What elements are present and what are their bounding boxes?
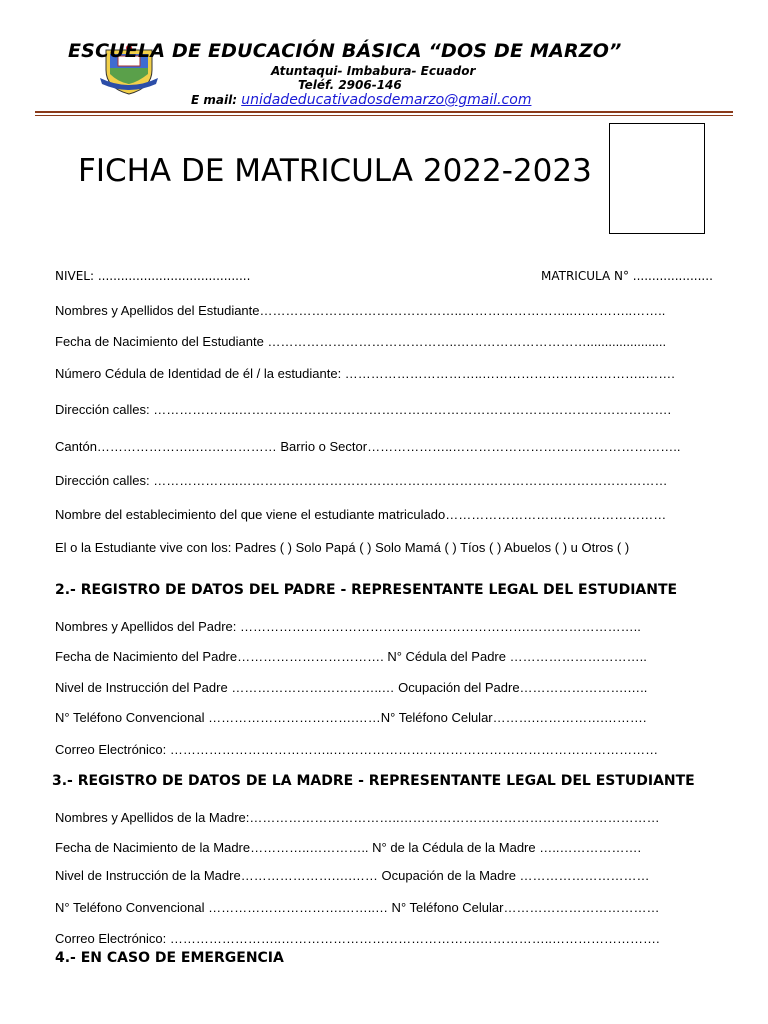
mother-name-field: Nombres y Apellidos de la Madre:……………………………..…………………………………………………… <box>55 810 660 825</box>
mother-phone-field: N° Teléfono Convencional ………………………….……..… N° Teléfono Celular……………………………… <box>55 900 660 915</box>
student-birthdate-field: Fecha de Nacimiento del Estudiante ……………………………………..…………………………...................... <box>55 334 667 349</box>
photo-box <box>609 123 705 234</box>
header-divider-thick <box>35 111 733 113</box>
matricula-field: MATRICULA N° ..................... <box>541 269 713 283</box>
father-email-field: Correo Electrónico: ………………………………..………………………………………………………………… <box>55 742 659 757</box>
mother-birthdate-field: Fecha de Nacimiento de la Madre…………..………….. N° de la Cédula de la Madre …..………………. <box>55 840 642 855</box>
header-divider-thin <box>35 115 733 116</box>
student-name-field: Nombres y Apellidos del Estudiante………………………………………..……………………..…………..…….. <box>55 303 666 318</box>
student-address-field-2: Dirección calles: ………………..……………………………………………………………………………………… <box>55 473 668 488</box>
email-link[interactable]: unidadeducativadosdemarzo@gmail.com <box>241 92 532 108</box>
emergency-section-heading: 4.- EN CASO DE EMERGENCIA <box>55 950 284 966</box>
father-name-field: Nombres y Apellidos del Padre: ………………………………………………………….…………………….. <box>55 619 641 634</box>
email-label: E mail: <box>191 93 238 107</box>
canton-field: Cantón…………………..….…………… Barrio o Sector………………..…………………………………………….. <box>55 439 681 454</box>
nivel-field: NIVEL: ........................................ <box>55 269 251 283</box>
father-birthdate-field: Fecha de Nacimiento del Padre……………………………. N° Cédula del Padre ………………………….. <box>55 649 647 664</box>
page-title: FICHA DE MATRICULA 2022-2023 <box>78 153 592 189</box>
school-address: Atuntaqui- Imbabura- Ecuador <box>271 64 476 78</box>
father-phone-field: N° Teléfono Convencional …………………………….……N° Teléfono Celular……….…………….………. <box>55 710 647 725</box>
mother-email-field: Correo Electrónico: ……………………..……………………………………….……………..……………………. <box>55 931 660 946</box>
father-education-field: Nivel de Instrucción del Padre ……………………………..… Ocupación del Padre…………………….….. <box>55 680 648 695</box>
father-section-heading: 2.- REGISTRO DE DATOS DEL PADRE - REPRESENTANTE LEGAL DEL ESTUDIANTE <box>55 582 678 598</box>
student-id-field: Número Cédula de Identidad de él / la estudiante: …………………………..………………………………..……. <box>55 366 675 381</box>
mother-education-field: Nivel de Instrucción de la Madre………………….….…… Ocupación de la Madre ………………………… <box>55 868 650 883</box>
school-phone: Teléf. 2906-146 <box>298 78 402 92</box>
school-name: ESCUELA DE EDUCACIÓN BÁSICA “DOS DE MARZO” <box>68 40 622 62</box>
student-address-field: Dirección calles: ………………..………………………………………………………………………………………. <box>55 402 672 417</box>
mother-section-heading: 3.- REGISTRO DE DATOS DE LA MADRE - REPRESENTANTE LEGAL DEL ESTUDIANTE <box>52 773 695 789</box>
lives-with-field: El o la Estudiante vive con los: Padres ( ) Solo Papá ( ) Solo Mamá ( ) Tíos ( ) Abuelos ( ) u Otros ( ) <box>55 540 630 555</box>
previous-school-field: Nombre del establecimiento del que viene el estudiante matriculado…………………………………………… <box>55 507 667 522</box>
email-line <box>191 92 531 108</box>
